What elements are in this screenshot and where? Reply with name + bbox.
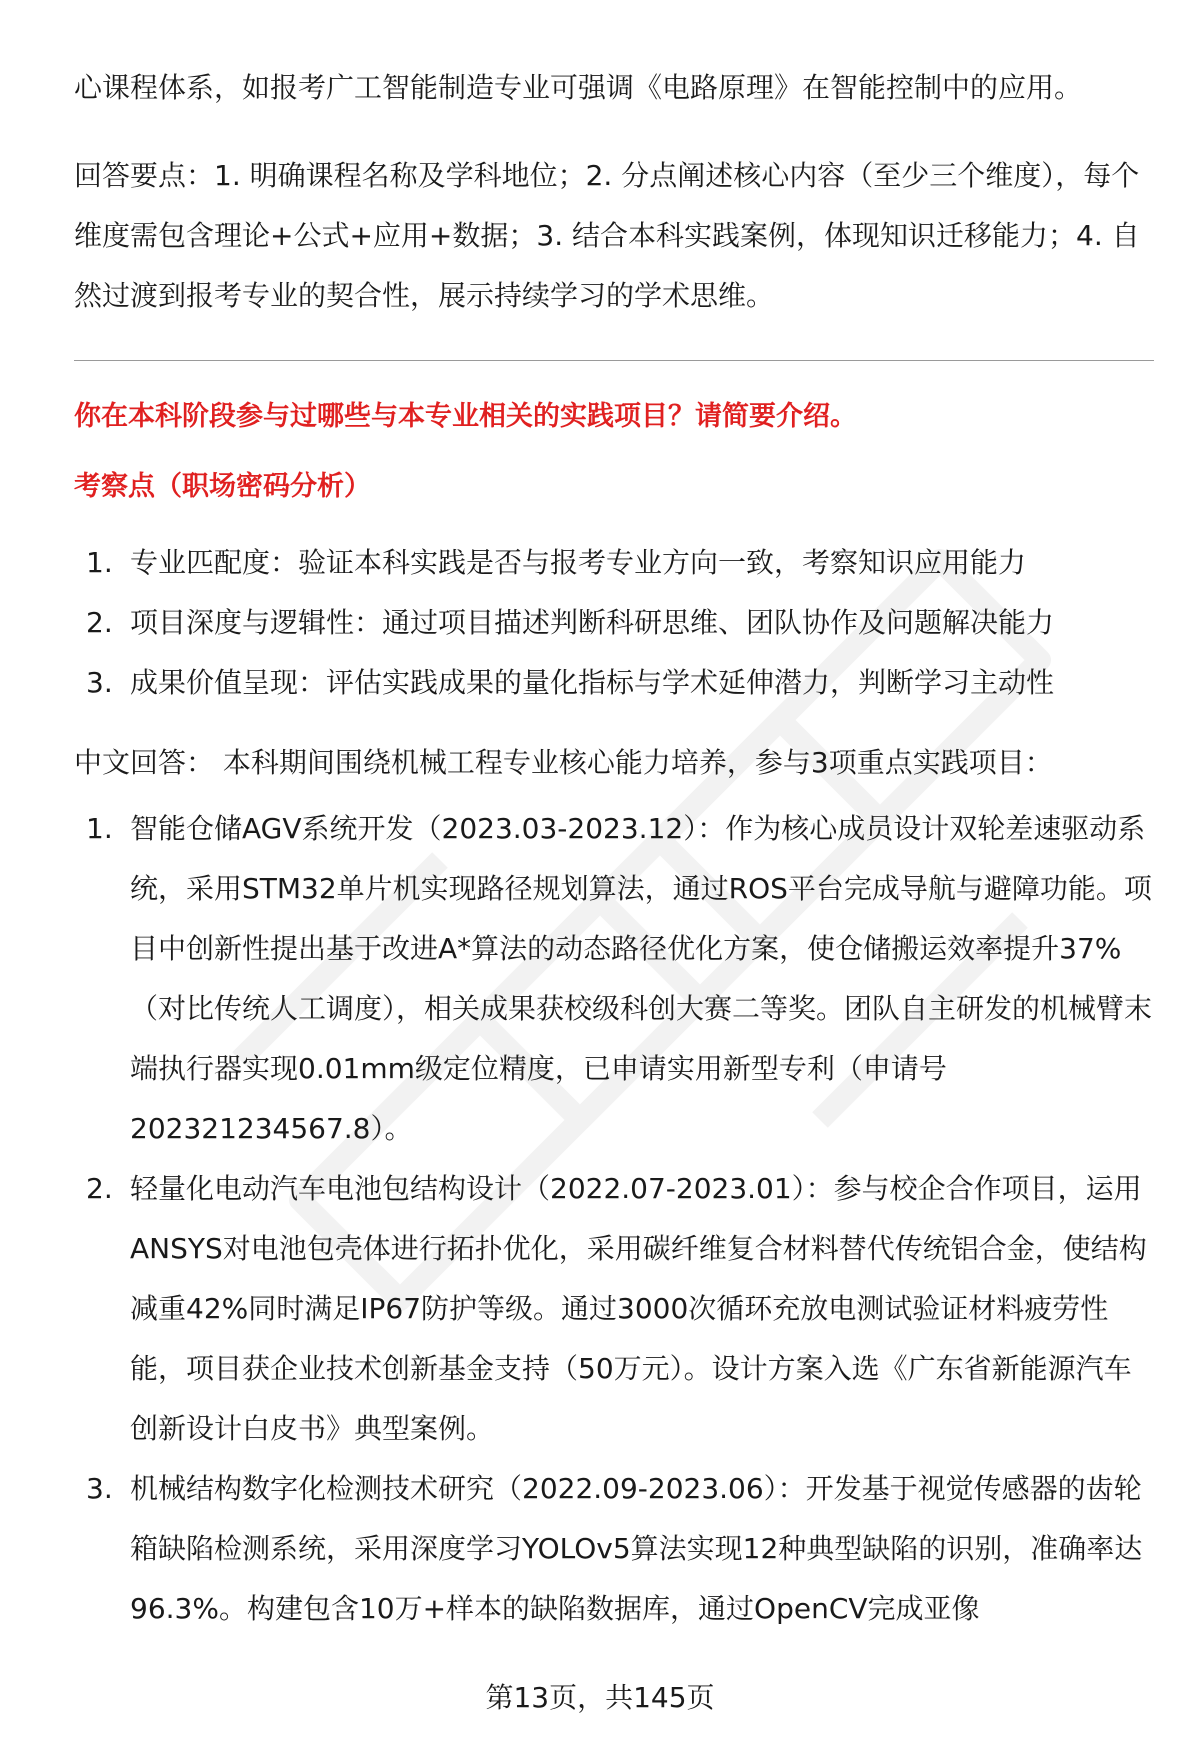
intro-paragraph: 心课程体系，如报考广工智能制造专业可强调《电路原理》在智能控制中的应用。	[74, 71, 1083, 104]
list-item	[74, 593, 1154, 653]
answer-intro: 中文回答： 本科期间围绕机械工程专业核心能力培养，参与3项重点实践项目：	[74, 746, 1053, 779]
list-item	[74, 1159, 1154, 1459]
list-item-number: 3.	[86, 666, 113, 699]
list-item-text: 专业匹配度：验证本科实践是否与报考专业方向一致，考察知识应用能力	[130, 546, 1027, 579]
list-item	[74, 1459, 1154, 1639]
projects-list	[74, 799, 1154, 1639]
list-item	[74, 653, 1154, 713]
list-item-text: 轻量化电动汽车电池包结构设计（2022.07-2023.01）：参与校企合作项目，运用ANSYS对电池包壳体进行拓扑优化，采用碳纤维复合材料替代传统铝合金，使结构减重42%同时满足IP67防护等级。通过3000次循环充放电测试验证材料疲劳性能，项目获企业技术创新基金支持（50万元）。设计方案入选《广东省新能源汽车创新设计白皮书》典型案例。	[130, 1172, 1147, 1445]
exam-points-heading: 考察点（职场密码分析）	[74, 471, 371, 502]
section-divider	[74, 360, 1154, 361]
question-heading: 你在本科阶段参与过哪些与本专业相关的实践项目？请简要介绍。	[74, 401, 857, 432]
document-page	[74, 58, 1154, 1639]
list-item-text: 项目深度与逻辑性：通过项目描述判断科研思维、团队协作及问题解决能力	[130, 606, 1055, 639]
list-item-number: 3.	[86, 1472, 113, 1505]
list-item-number: 1.	[86, 546, 113, 579]
list-item-text: 机械结构数字化检测技术研究（2022.09-2023.06）：开发基于视觉传感器的齿轮箱缺陷检测系统，采用深度学习YOLOv5算法实现12种典型缺陷的识别，准确率达96.3%。构建包含10万+样本的缺陷数据库，通过OpenCV完成亚像	[130, 1472, 1143, 1625]
list-item	[74, 533, 1154, 593]
list-item	[74, 799, 1154, 1159]
list-item-number: 2.	[86, 606, 113, 639]
page-number-footer: 第13页，共145页	[485, 1681, 715, 1714]
list-item-text: 智能仓储AGV系统开发（2023.03-2023.12）：作为核心成员设计双轮差速驱动系统，采用STM32单片机实现路径规划算法，通过ROS平台完成导航与避障功能。项目中创新性提出基于改进A*算法的动态路径优化方案，使仓储搬运效率提升37%（对比传统人工调度），相关成果获校级科创大赛二等奖。团队自主研发的机械臂末端执行器实现0.01mm级定位精度，已申请实用新型专利（申请号202321234567.8）。	[130, 812, 1153, 1145]
exam-points-list	[74, 533, 1154, 713]
list-item-number: 1.	[86, 812, 113, 845]
list-item-number: 2.	[86, 1172, 113, 1205]
list-item-text: 成果价值呈现：评估实践成果的量化指标与学术延伸潜力，判断学习主动性	[130, 666, 1055, 699]
answer-points-paragraph: 回答要点：1. 明确课程名称及学科地位；2. 分点阐述核心内容（至少三个维度），每个维度需包含理论+公式+应用+数据；3. 结合本科实践案例，体现知识迁移能力；4. 自然过渡到报考专业的契合性，展示持续学习的学术思维。	[74, 159, 1140, 312]
